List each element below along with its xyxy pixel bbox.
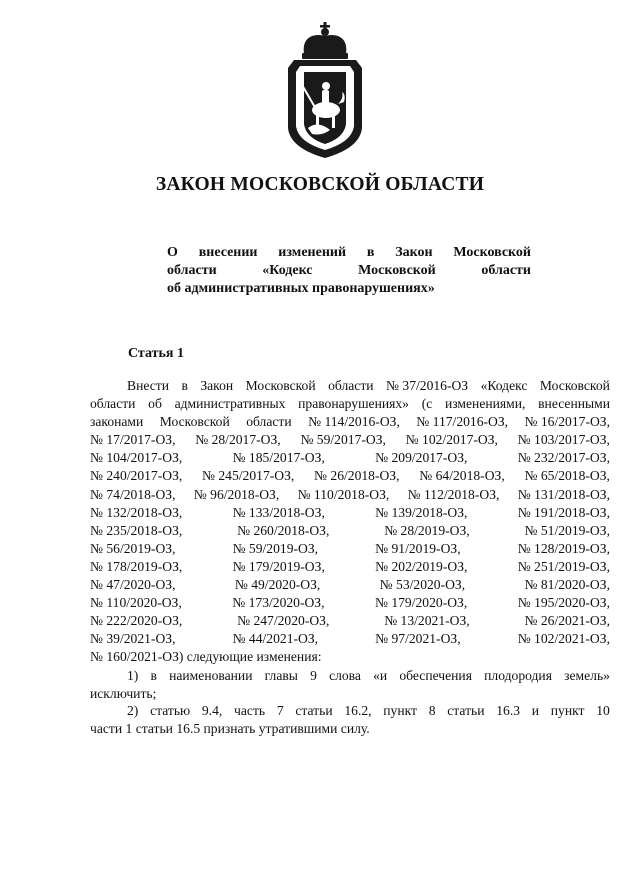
word: № 132/2018-ОЗ, xyxy=(90,504,183,520)
word: Московской xyxy=(159,414,230,430)
word: № 49/2020-ОЗ, xyxy=(234,577,321,593)
word: № 133/2018-ОЗ, xyxy=(232,504,325,520)
word: 9.4, xyxy=(201,703,223,718)
word: Закон xyxy=(395,245,433,260)
word: № 251/2019-ОЗ, xyxy=(517,558,610,574)
word: изменениями, xyxy=(444,396,526,412)
word: слова xyxy=(329,668,361,683)
word: пункт xyxy=(550,703,585,718)
word: № 222/2020-ОЗ, xyxy=(90,613,183,629)
word: в xyxy=(150,668,157,683)
word: № 104/2017-ОЗ, xyxy=(90,450,183,466)
word: статью xyxy=(150,703,191,718)
word: № 17/2017-ОЗ, xyxy=(90,432,176,448)
items-line xyxy=(90,685,610,703)
word: № 56/2019-ОЗ, xyxy=(90,540,176,556)
word: земель» xyxy=(564,668,610,683)
word: № 235/2018-ОЗ, xyxy=(90,522,183,538)
word: Внести xyxy=(127,378,169,393)
word: № 179/2019-ОЗ, xyxy=(232,558,325,574)
body-line xyxy=(90,648,610,666)
word: № 202/2019-ОЗ, xyxy=(375,558,468,574)
word: № 53/2020-ОЗ, xyxy=(379,577,466,593)
word: (с xyxy=(421,396,433,412)
word: № 65/2018-ОЗ, xyxy=(524,468,610,484)
word: части 1 статьи 16.5 признать утратившими силу. xyxy=(90,720,370,736)
word: «и xyxy=(373,668,388,683)
body-line xyxy=(90,377,610,395)
word: № 44/2021-ОЗ, xyxy=(232,631,319,647)
amendment-items xyxy=(90,667,610,737)
word: 10 xyxy=(596,703,610,718)
word: главы xyxy=(264,668,298,683)
word: № 96/2018-ОЗ, xyxy=(193,486,280,502)
body-line xyxy=(90,522,610,540)
word: статьи xyxy=(447,703,485,718)
word: «Кодекс xyxy=(262,263,313,278)
body-line xyxy=(90,413,610,431)
word: области xyxy=(481,263,531,278)
word: № 195/2020-ОЗ, xyxy=(517,595,610,611)
word: № 97/2021-ОЗ, xyxy=(375,631,461,647)
word: № 245/2017-ОЗ, xyxy=(202,468,295,484)
word: пункт xyxy=(383,703,417,718)
items-line xyxy=(90,720,610,738)
word: № 39/2021-ОЗ, xyxy=(90,631,176,647)
body-line xyxy=(90,630,610,648)
word: № 178/2019-ОЗ, xyxy=(90,558,183,574)
word: № 191/2018-ОЗ, xyxy=(517,504,610,520)
body-line xyxy=(90,576,610,594)
word: № 179/2020-ОЗ, xyxy=(374,595,468,611)
word: в xyxy=(366,245,375,260)
word: области xyxy=(90,396,136,412)
word: № 26/2021-ОЗ, xyxy=(524,613,610,629)
word: № 209/2017-ОЗ, xyxy=(375,450,468,466)
word: часть xyxy=(234,703,266,718)
body-line xyxy=(90,504,610,522)
word: Московской xyxy=(358,263,436,278)
word: № 102/2021-ОЗ, xyxy=(517,631,610,647)
word: № 91/2019-ОЗ, xyxy=(375,540,461,556)
word: № 110/2020-ОЗ, xyxy=(90,595,182,611)
word: области xyxy=(167,263,217,278)
word: административных xyxy=(174,396,286,412)
word: № 139/2018-ОЗ, xyxy=(375,504,468,520)
word: № 117/2016-ОЗ, xyxy=(416,414,509,430)
subject-line-3: об административных правонарушениях» xyxy=(167,281,435,296)
article-heading: Статья 1 xyxy=(128,346,184,361)
body-line xyxy=(90,612,610,630)
word: № 28/2019-ОЗ, xyxy=(384,522,470,538)
word: № 114/2016-ОЗ, xyxy=(308,414,400,430)
items-line xyxy=(90,702,610,720)
body-line xyxy=(90,594,610,612)
word: № 185/2017-ОЗ, xyxy=(232,450,325,466)
word: обеспечения xyxy=(399,668,472,683)
word: № 47/2020-ОЗ, xyxy=(90,577,176,593)
word: № 102/2017-ОЗ, xyxy=(405,432,498,448)
word: № 110/2018-ОЗ, xyxy=(297,486,390,502)
law-subject xyxy=(167,244,531,298)
document-title: ЗАКОН МОСКОВСКОЙ ОБЛАСТИ xyxy=(155,174,485,195)
word: № 160/2021-ОЗ) следующие изменения: xyxy=(90,649,322,665)
word: № 59/2019-ОЗ, xyxy=(232,540,319,556)
word: области xyxy=(246,414,292,430)
word: плодородия xyxy=(484,668,552,683)
word: статьи xyxy=(295,703,333,718)
word: № 59/2017-ОЗ, xyxy=(300,432,386,448)
word: внесенными xyxy=(538,396,610,412)
word: № 81/2020-ОЗ, xyxy=(524,577,610,593)
word: 1) xyxy=(127,668,139,683)
word: и xyxy=(531,703,540,718)
word: об xyxy=(148,396,162,412)
word: наименовании xyxy=(169,668,253,683)
word: № 112/2018-ОЗ, xyxy=(407,486,500,502)
word: правонарушениях» xyxy=(298,396,409,412)
subject-line-2 xyxy=(167,262,531,280)
body-line xyxy=(90,467,610,485)
word: Московской xyxy=(539,378,610,393)
word: № 28/2017-ОЗ, xyxy=(195,432,281,448)
word: Закон xyxy=(200,378,234,393)
article-body xyxy=(90,377,610,667)
word: № 131/2018-ОЗ, xyxy=(517,486,610,502)
word: 2) xyxy=(127,703,139,718)
word: 8 xyxy=(428,703,436,718)
word: № 240/2017-ОЗ, xyxy=(90,468,183,484)
word: Московской xyxy=(453,245,531,260)
body-line xyxy=(90,540,610,558)
subject-line-1 xyxy=(167,244,531,262)
word: О xyxy=(167,245,178,260)
word: 9 xyxy=(310,668,317,683)
coat-of-arms-icon xyxy=(282,20,368,160)
word: № 37/2016-ОЗ xyxy=(386,378,469,393)
word: № 26/2018-ОЗ, xyxy=(314,468,400,484)
body-line xyxy=(90,558,610,576)
items-line xyxy=(90,667,610,685)
word: изменений xyxy=(278,245,347,260)
body-line xyxy=(90,431,610,449)
word: исключить; xyxy=(90,685,157,701)
body-line xyxy=(90,486,610,504)
word: 7 xyxy=(276,703,284,718)
word: № 16/2017-ОЗ, xyxy=(524,414,610,430)
word: № 173/2020-ОЗ, xyxy=(232,595,325,611)
word: законами xyxy=(90,414,144,430)
word: внесении xyxy=(198,245,258,260)
word: № 128/2019-ОЗ, xyxy=(517,540,610,556)
word: 16.3 xyxy=(496,703,521,718)
word: в xyxy=(181,378,188,393)
word: № 103/2017-ОЗ, xyxy=(517,432,610,448)
word: № 51/2019-ОЗ, xyxy=(524,522,610,538)
word: области xyxy=(328,378,374,393)
word: № 232/2017-ОЗ, xyxy=(517,450,610,466)
word: Московской xyxy=(245,378,316,393)
word: № 13/2021-ОЗ, xyxy=(384,613,470,629)
word: «Кодекс xyxy=(480,378,528,393)
word: № 260/2018-ОЗ, xyxy=(237,522,330,538)
word: № 247/2020-ОЗ, xyxy=(237,613,330,629)
word: № 64/2018-ОЗ, xyxy=(419,468,505,484)
body-line xyxy=(90,449,610,467)
word: № 74/2018-ОЗ, xyxy=(90,486,176,502)
body-line xyxy=(90,395,610,413)
word: 16.2, xyxy=(344,703,372,718)
